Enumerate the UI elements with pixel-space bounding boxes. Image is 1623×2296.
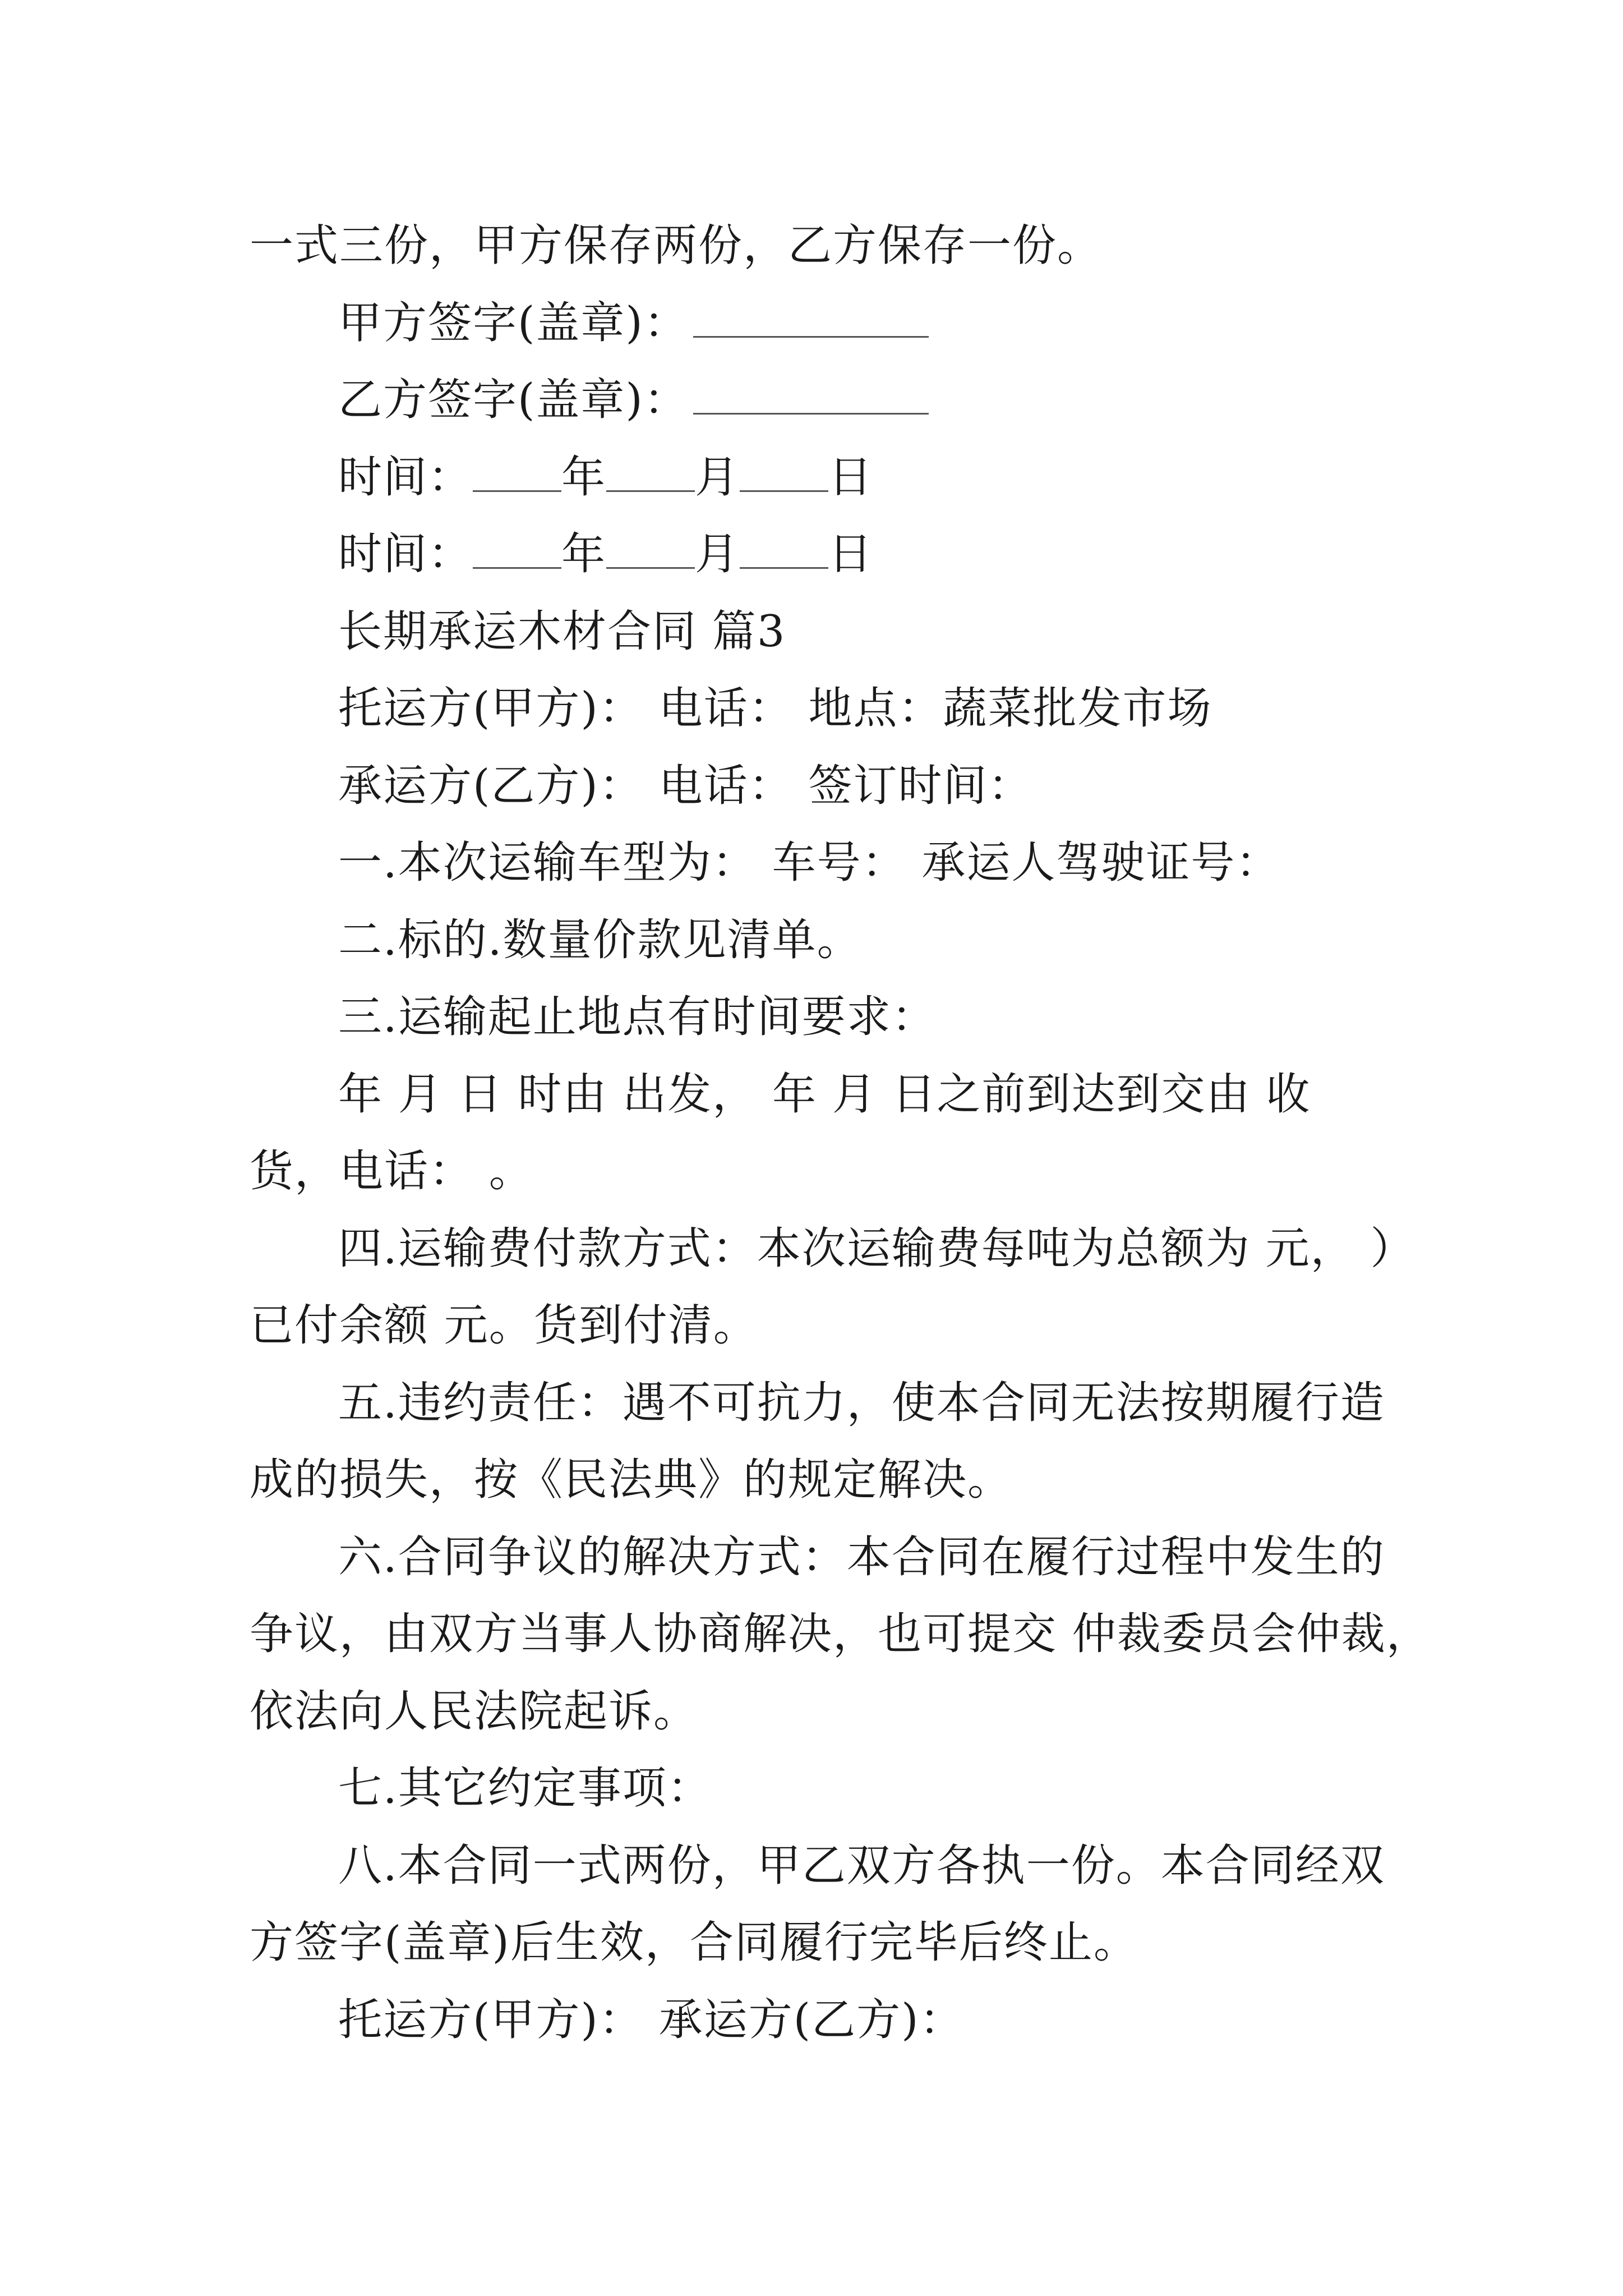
clause-1 xyxy=(250,825,1382,902)
text-line: 成的损失，按《民法典》的规定解决。 xyxy=(250,1455,1013,1505)
text-line: 年 月 日 时由 出发， 年 月 日之前到达到交由 收 xyxy=(338,1069,1311,1120)
clause-5-cont xyxy=(250,1442,1382,1519)
text-line: 争议，由双方当事人协商解决，也可提交 仲裁委员会仲裁， xyxy=(250,1609,1431,1659)
signature-label: 乙方签字(盖章)： xyxy=(338,375,689,425)
section-title xyxy=(250,593,1382,671)
date-label: 时间： xyxy=(338,452,473,503)
clause-6-cont xyxy=(250,1673,1382,1751)
signature-label: 甲方签字(盖章)： xyxy=(338,297,689,348)
clause-8-cont xyxy=(250,1904,1382,1982)
day-label: 日 xyxy=(828,452,874,503)
text-line: 七.其它约定事项： xyxy=(338,1763,712,1814)
day-blank xyxy=(740,532,828,569)
clause-3-detail-cont xyxy=(250,1133,1382,1211)
clause-2 xyxy=(250,902,1382,979)
text-line: 依法向人民法院起诉。 xyxy=(250,1686,699,1737)
text-line: 八.本合同一式两份，甲乙双方各执一份。本合同经双 xyxy=(338,1840,1385,1891)
shipper-line xyxy=(250,670,1382,748)
clause-4-cont xyxy=(250,1287,1382,1365)
month-label: 月 xyxy=(695,452,740,503)
signature-blank xyxy=(693,301,929,338)
text-line: 二.标的.数量价款见清单。 xyxy=(338,914,862,965)
text-line: 一.本次运输车型为： 车号： 承运人驾驶证号： xyxy=(338,838,1281,888)
text-line: 已付余额 元。货到付清。 xyxy=(250,1300,758,1351)
month-blank xyxy=(606,532,695,569)
text-line: 托运方(甲方)： 承运方(乙方)： xyxy=(338,1994,965,2045)
date-label: 时间： xyxy=(338,529,473,579)
document-body xyxy=(250,208,1431,2059)
party-b-signature-line xyxy=(250,362,1382,439)
text-line: 六.合同争议的解决方式：本合同在履行过程中发生的 xyxy=(338,1531,1385,1582)
clause-5 xyxy=(250,1365,1385,1442)
year-blank xyxy=(473,532,561,569)
paragraph-copies xyxy=(250,208,1382,285)
clause-3 xyxy=(250,979,1382,1056)
clause-3-detail xyxy=(250,1056,1382,1134)
clause-4 xyxy=(250,1211,1415,1288)
text-line: 一式三份，甲方保存两份，乙方保存一份。 xyxy=(250,220,1103,271)
clause-8 xyxy=(250,1828,1385,1905)
text-line: 五.违约责任：遇不可抗力，使本合同无法按期履行造 xyxy=(338,1377,1385,1428)
text-line: 四.运输费付款方式：本次运输费每吨为总额为 元， ） xyxy=(338,1223,1415,1274)
clause-7 xyxy=(250,1750,1382,1828)
text-line: 承运方(乙方)： 电话： 签订时间： xyxy=(338,760,1033,811)
day-blank xyxy=(740,455,828,492)
date-line xyxy=(250,439,1382,517)
signature-parties xyxy=(250,1982,1382,2059)
clause-6 xyxy=(250,1519,1385,1596)
signature-blank xyxy=(693,378,929,415)
year-label: 年 xyxy=(561,529,607,579)
party-a-signature-line xyxy=(250,285,1382,362)
text-line: 长期承运木材合同 篇3 xyxy=(338,606,786,657)
year-blank xyxy=(473,455,561,492)
text-line: 货，电话： 。 xyxy=(250,1146,534,1197)
clause-6-cont xyxy=(250,1596,1431,1673)
date-line xyxy=(250,516,1382,593)
month-label: 月 xyxy=(695,529,740,579)
text-line: 方签字(盖章)后生效，合同履行完毕后终止。 xyxy=(250,1917,1138,1968)
year-label: 年 xyxy=(561,452,607,503)
carrier-line xyxy=(250,748,1382,825)
month-blank xyxy=(606,455,695,492)
day-label: 日 xyxy=(828,529,874,579)
text-line: 三.运输起止地点有时间要求： xyxy=(338,992,937,1042)
text-line: 托运方(甲方)： 电话： 地点：蔬菜批发市场 xyxy=(338,683,1212,734)
